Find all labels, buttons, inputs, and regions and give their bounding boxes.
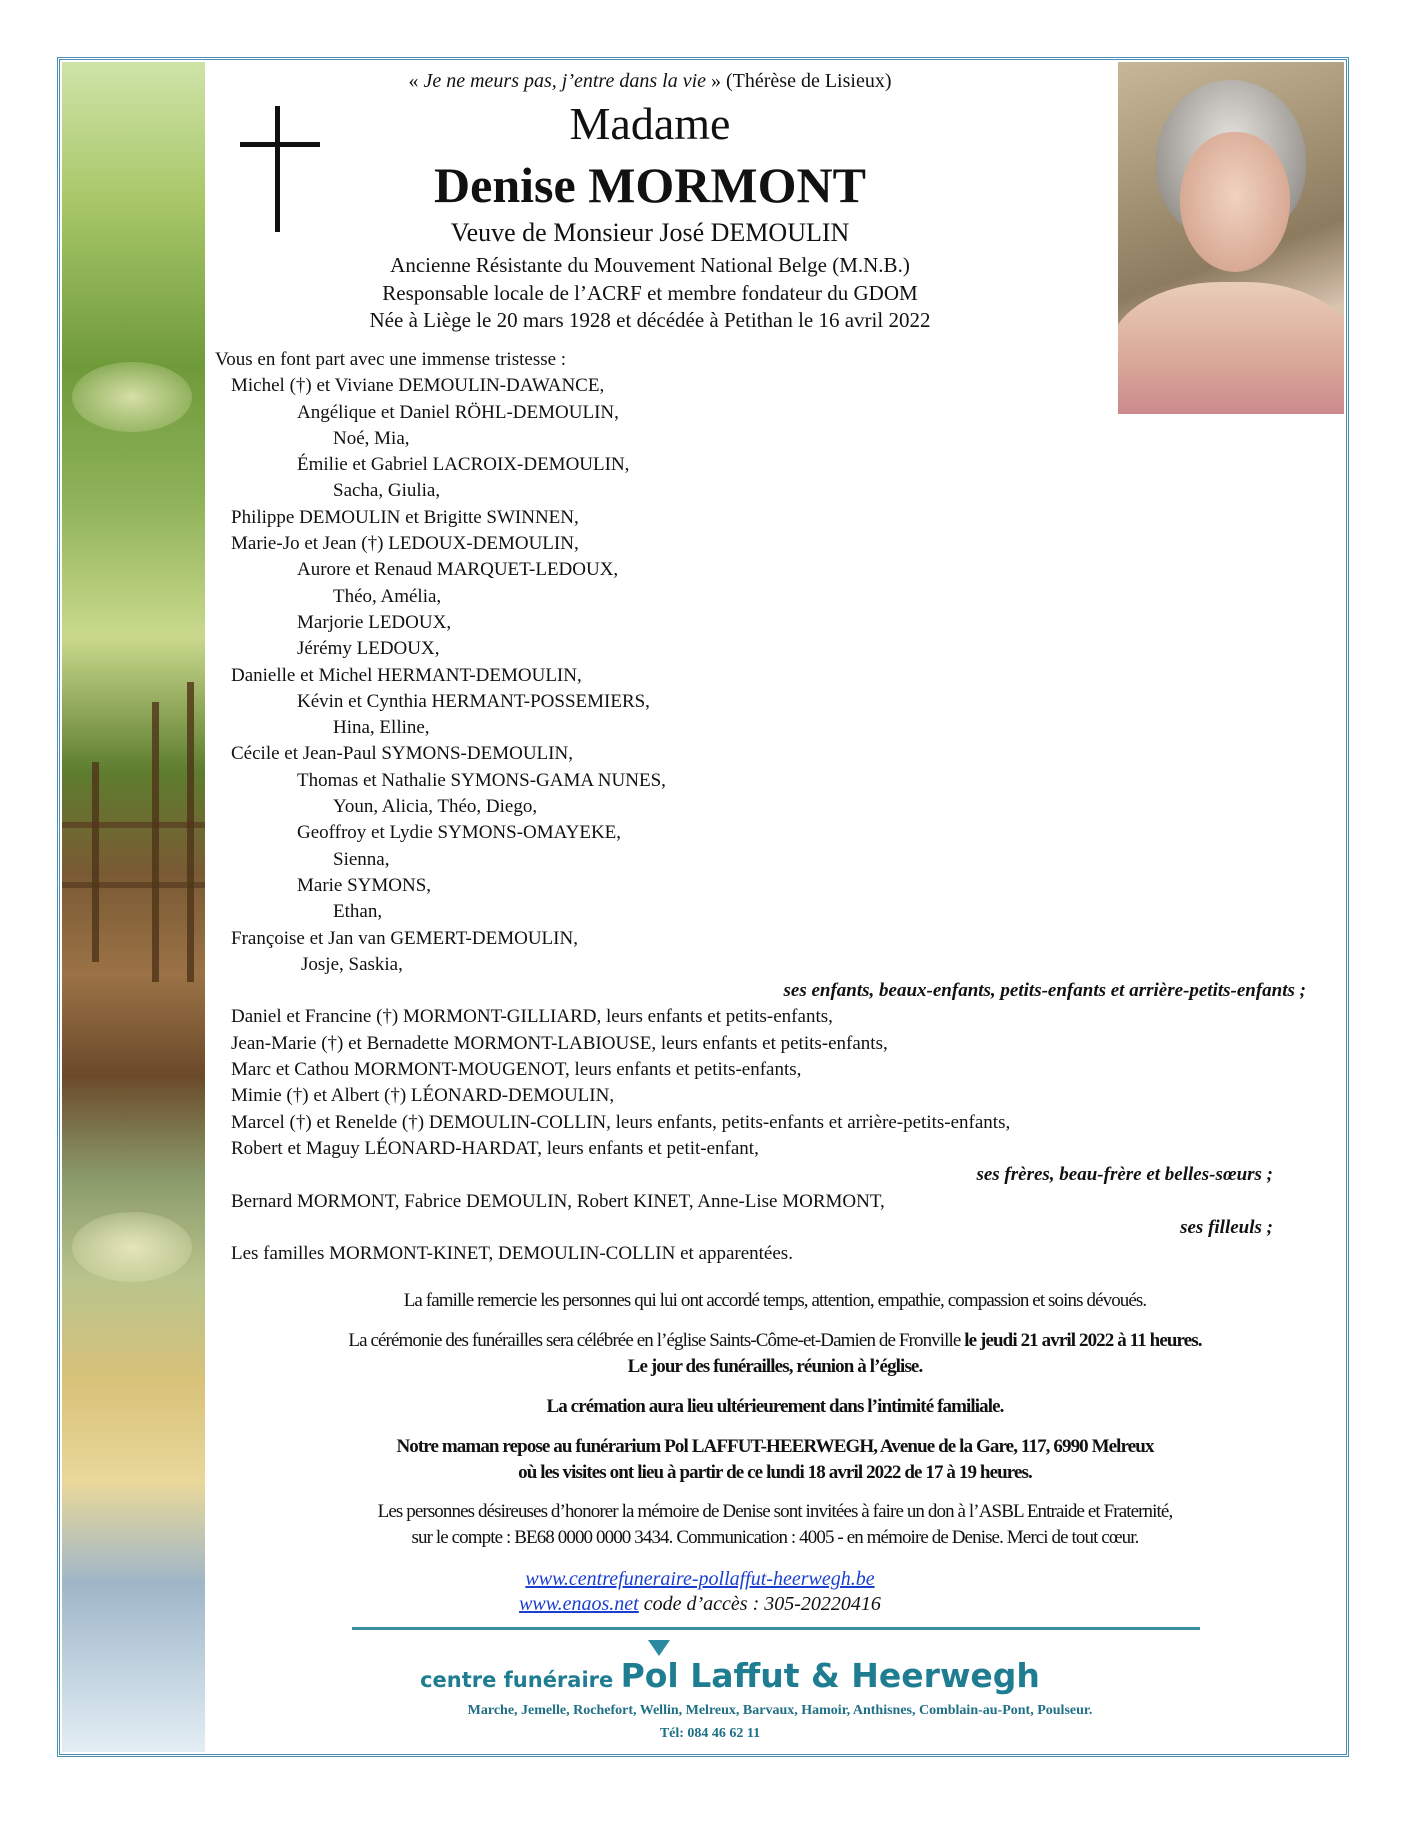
list-item: Hina, Elline, [333,717,430,739]
bio-line-2: Responsable locale de l’ACRF et membre fondateur du GDOM [382,281,918,305]
bridge-post [92,762,99,962]
light-glow [72,362,192,432]
list-item: Noé, Mia, [333,427,410,449]
website-link-row [420,1567,980,1592]
list-item: Josje, Saskia, [301,953,403,975]
list-item: Kévin et Cynthia HERMANT-POSSEMIERS, [297,690,650,712]
list-item: Robert et Maguy LÉONARD-HARDAT, leurs enfants et petit-enfant, [231,1137,759,1159]
quote-text: Je ne meurs pas, j’entre dans la vie [423,70,707,92]
light-glow [72,1212,192,1282]
list-item: Marie-Jo et Jean (†) LEDOUX-DEMOULIN, [231,533,579,555]
list-item: Youn, Alicia, Théo, Diego, [333,796,538,818]
footer-divider [352,1627,1200,1630]
list-item: Émilie et Gabriel LACROIX-DEMOULIN, [297,454,630,476]
families-line: Les familles MORMONT-KINET, DEMOULIN-COLLIN et apparentées. [231,1243,793,1265]
donation-notice-2: sur le compte : BE68 0000 0000 3434. Communication : 4005 - en mémoire de Denise. Merci de tout cœur. [411,1527,1139,1548]
list-item: Angélique et Daniel RÖHL-DEMOULIN, [297,401,619,423]
family-list [215,347,1315,1267]
deceased-name: Denise MORMONT [434,157,866,213]
list-item: Marjorie LEDOUX, [297,611,452,633]
list-item: Sienna, [333,848,390,870]
list-item: Jean-Marie (†) et Bernadette MORMONT-LABIOUSE, leurs enfants et petits-enfants, [231,1032,888,1054]
bio-line-3: Née à Liège le 20 mars 1928 et décédée à Petithan le 16 avril 2022 [369,308,931,332]
list-item: Marie SYMONS, [297,874,432,896]
triangle-logo-icon [648,1640,670,1656]
branch-towns: Marche, Jemelle, Rochefort, Wellin, Melreux, Barvaux, Hamoir, Anthisnes, Comblain-au-Pont, Poulseur. [467,1703,1093,1718]
enaos-link-row [420,1592,980,1617]
meeting-notice: Le jour des funérailles, réunion à l’église. [627,1356,923,1377]
list-item: Françoise et Jan van GEMERT-DEMOULIN, [231,927,578,949]
portrait-face [1180,132,1290,272]
list-item: Michel (†) et Viviane DEMOULIN-DAWANCE, [231,375,605,397]
widow-line: Veuve de Monsieur José DEMOULIN [450,218,850,247]
list-item: Ethan, [333,901,383,923]
list-item: Geoffroy et Lydie SYMONS-OMAYEKE, [297,822,622,844]
funeral-center-link[interactable]: www.centrefuneraire-pollaffut-heerwegh.be [525,1568,875,1590]
enaos-link[interactable]: www.enaos.net [519,1593,639,1615]
phone-number: Tél: 084 46 62 11 [659,1726,761,1741]
list-item: Aurore et Renaud MARQUET-LEDOUX, [297,559,619,581]
donation-notice-1: Les personnes désireuses d’honorer la mémoire de Denise sont invitées à faire un don à l’ASBL Entraide et Fraternité, [377,1501,1173,1522]
relation-godchildren: ses filleuls ; [1180,1216,1273,1238]
repose-notice-1: Notre maman repose au funérarium Pol LAFFUT-HEERWEGH, Avenue de la Gare, 117, 6990 Melreux [396,1436,1154,1457]
list-item: Théo, Amélia, [333,585,442,607]
thanks-notice: La famille remercie les personnes qui lui ont accordé temps, attention, empathie, compassion et soins dévoués. [403,1290,1147,1311]
ceremony-notice [205,1328,1345,1353]
list-item: Daniel et Francine (†) MORMONT-GILLIARD, leurs enfants et petits-enfants, [231,1006,833,1028]
bridge-rail [62,822,205,828]
bridge-post [187,682,194,982]
epigraph-quote: « Je ne meurs pas, j’entre dans la vie » (Thérèse de Lisieux) [408,70,892,92]
cremation-notice: La crémation aura lieu ultérieurement dans l’intimité familiale. [546,1396,1004,1417]
list-item: Jérémy LEDOUX, [297,638,440,660]
honorific: Madame [569,98,731,149]
brand-prefix: centre funéraire [420,1668,621,1692]
list-item: Marc et Cathou MORMONT-MOUGENOT, leurs enfants et petits-enfants, [231,1059,802,1081]
funeral-center-logo [400,1656,1060,1695]
access-code: code d’accès : 305-20220416 [638,1593,881,1615]
bridge-photo-strip [62,62,205,1752]
repose-notice-2: où les visites ont lieu à partir de ce lundi 18 avril 2022 de 17 à 19 heures. [518,1462,1032,1483]
bridge-rail [62,882,205,888]
list-item: Danielle et Michel HERMANT-DEMOULIN, [231,664,582,686]
ceremony-text: La cérémonie des funérailles sera célébrée en l’église Saints-Côme-et-Damien de Fronville [348,1330,965,1351]
brand-name: Pol Laffut & Heerwegh [620,1656,1040,1695]
list-item: Philippe DEMOULIN et Brigitte SWINNEN, [231,506,579,528]
list-item: Sacha, Giulia, [333,480,441,502]
list-item: Bernard MORMONT, Fabrice DEMOULIN, Robert KINET, Anne-Lise MORMONT, [231,1190,885,1212]
list-item: Mimie (†) et Albert (†) LÉONARD-DEMOULIN, [231,1085,615,1107]
list-item: Marcel (†) et Renelde (†) DEMOULIN-COLLIN, leurs enfants, petits-enfants et arrière-petits-enfants, [231,1111,1011,1133]
relation-children: ses enfants, beaux-enfants, petits-enfants et arrière-petits-enfants ; [783,980,1306,1002]
family-intro: Vous en font part avec une immense tristesse : [215,349,567,370]
list-item: Thomas et Nathalie SYMONS-GAMA NUNES, [297,769,666,791]
bio-line-1: Ancienne Résistante du Mouvement National Belge (M.N.B.) [390,253,910,277]
ceremony-date: le jeudi 21 avril 2022 à 11 heures. [964,1330,1202,1351]
bridge-post [152,702,159,982]
quote-author: (Thérèse de Lisieux) [726,70,892,92]
relation-siblings: ses frères, beau-frère et belles-sœurs ; [976,1164,1273,1186]
list-item: Cécile et Jean-Paul SYMONS-DEMOULIN, [231,743,573,765]
